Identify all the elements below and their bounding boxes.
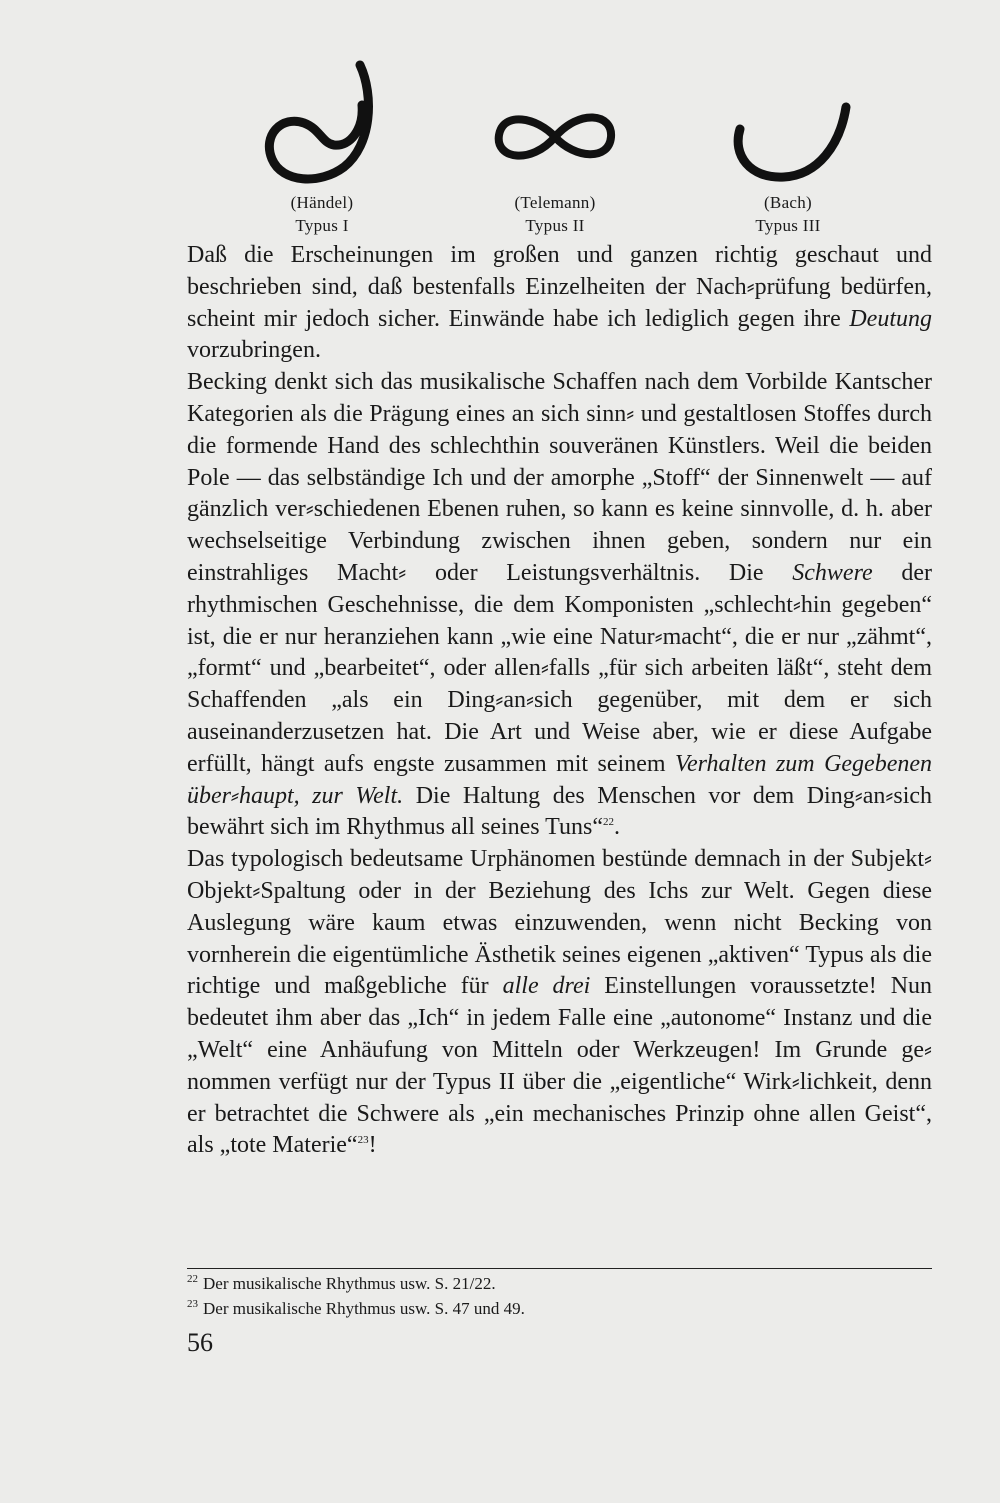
footnote-22: $^{22}$ Der musikalische Rhythmus usw. S. 21/22. — [187, 1273, 496, 1293]
haendel-curve-icon — [222, 55, 422, 195]
bach-curve-icon — [688, 55, 888, 195]
figure-typus-2 — [455, 55, 655, 240]
typus-label: Typus II — [525, 216, 585, 235]
telemann-loop-icon — [455, 55, 655, 195]
paragraph-1: Daß die Erscheinungen im großen und ganzen richtig geschaut und beschrieben sind, daß bestenfalls Einzelheiten der Nach⸗prüfung bedürfen, scheint mir jedoch sicher. Einwände habe ich lediglich gegen ihre Deutung vorzubringen. — [187, 242, 932, 364]
footnote-23: $^{23}$ Der musikalische Rhythmus usw. S. 47 und 49. — [187, 1298, 525, 1318]
footnote-ref-23: 23 — [357, 1134, 369, 1147]
composer-label: (Bach) — [763, 193, 813, 212]
composer-label: (Telemann) — [514, 193, 596, 212]
typus-label: Typus III — [755, 216, 821, 235]
figure-typus-3 — [688, 55, 888, 240]
footnotes — [187, 1271, 932, 1321]
paragraph-2: Becking denkt sich das musikalische Schaffen nach dem Vorbilde Kantscher Kategorien als die Prägung eines an sich sinn⸗ und gestaltlosen Stoffes durch die formende Hand des schlechthin souveränen Künstlers. Weil die beiden Pole — das selbständige Ich und der amorphe „Stoff“ der Sinnenwelt — auf gänzlich ver⸗schiedenen Ebenen ruhen, so kann es keine sinnvolle, d. h. aber wechselseitige Verbindung zwischen ihnen geben, sondern nur ein einstrahliges Macht⸗ oder Leistungsverhältnis. Die Schwere der rhythmischen Geschehnisse, die dem Komponisten „schlecht⸗hin gegeben“ ist, die er nur heranziehen kann „wie eine Natur⸗macht“, die er nur „zähmt“, „formt“ und „bearbeitet“, oder allen⸗falls „für sich arbeiten läßt“, steht dem Schaffenden „als ein Ding⸗an⸗sich gegenüber, mit dem er sich auseinanderzusetzen hat. Die Art und Weise aber, wie er diese Aufgabe erfüllt, hängt aufs engste zusammen mit seinem Verhalten zum Gegebenen über⸗haupt, zur Welt. Die Haltung des Menschen vor dem Ding⸗an⸗sich bewährt sich im Rhythmus all seines Tuns“$^{22}$. — [187, 369, 933, 841]
body-text — [187, 240, 932, 1162]
composer-label: (Händel) — [290, 193, 354, 212]
footnote-divider — [187, 1268, 932, 1269]
typus-figures — [0, 0, 1000, 245]
paragraph-3: Das typologisch bedeutsame Urphänomen bestünde demnach in der Subjekt⸗Objekt⸗Spaltung oder in der Beziehung des Ichs zur Welt. Gegen diese Auslegung wäre kaum etwas einzuwenden, wenn nicht Becking von vornherein die eigentümliche Ästhetik seines eigenen „aktiven“ Typus als die richtige und maßgebliche für alle drei Einstellungen voraussetzte! Nun bedeutet ihm aber das „Ich“ in jedem Falle eine „autonome“ Instanz und die „Welt“ eine Anhäufung von Mitteln oder Werkzeugen! Im Grunde ge⸗nommen verfügt nur der Typus II über die „eigentliche“ Wirk⸗lichkeit, denn er betrachtet die Schwere als „ein mechanisches Prinzip ohne allen Geist“, als „tote Materie“$^{23}$! — [187, 846, 933, 1159]
figure-typus-1 — [222, 55, 422, 240]
page-number: 56 — [187, 1328, 213, 1357]
typus-label: Typus I — [295, 216, 349, 235]
footnote-ref-22: 22 — [603, 816, 614, 829]
